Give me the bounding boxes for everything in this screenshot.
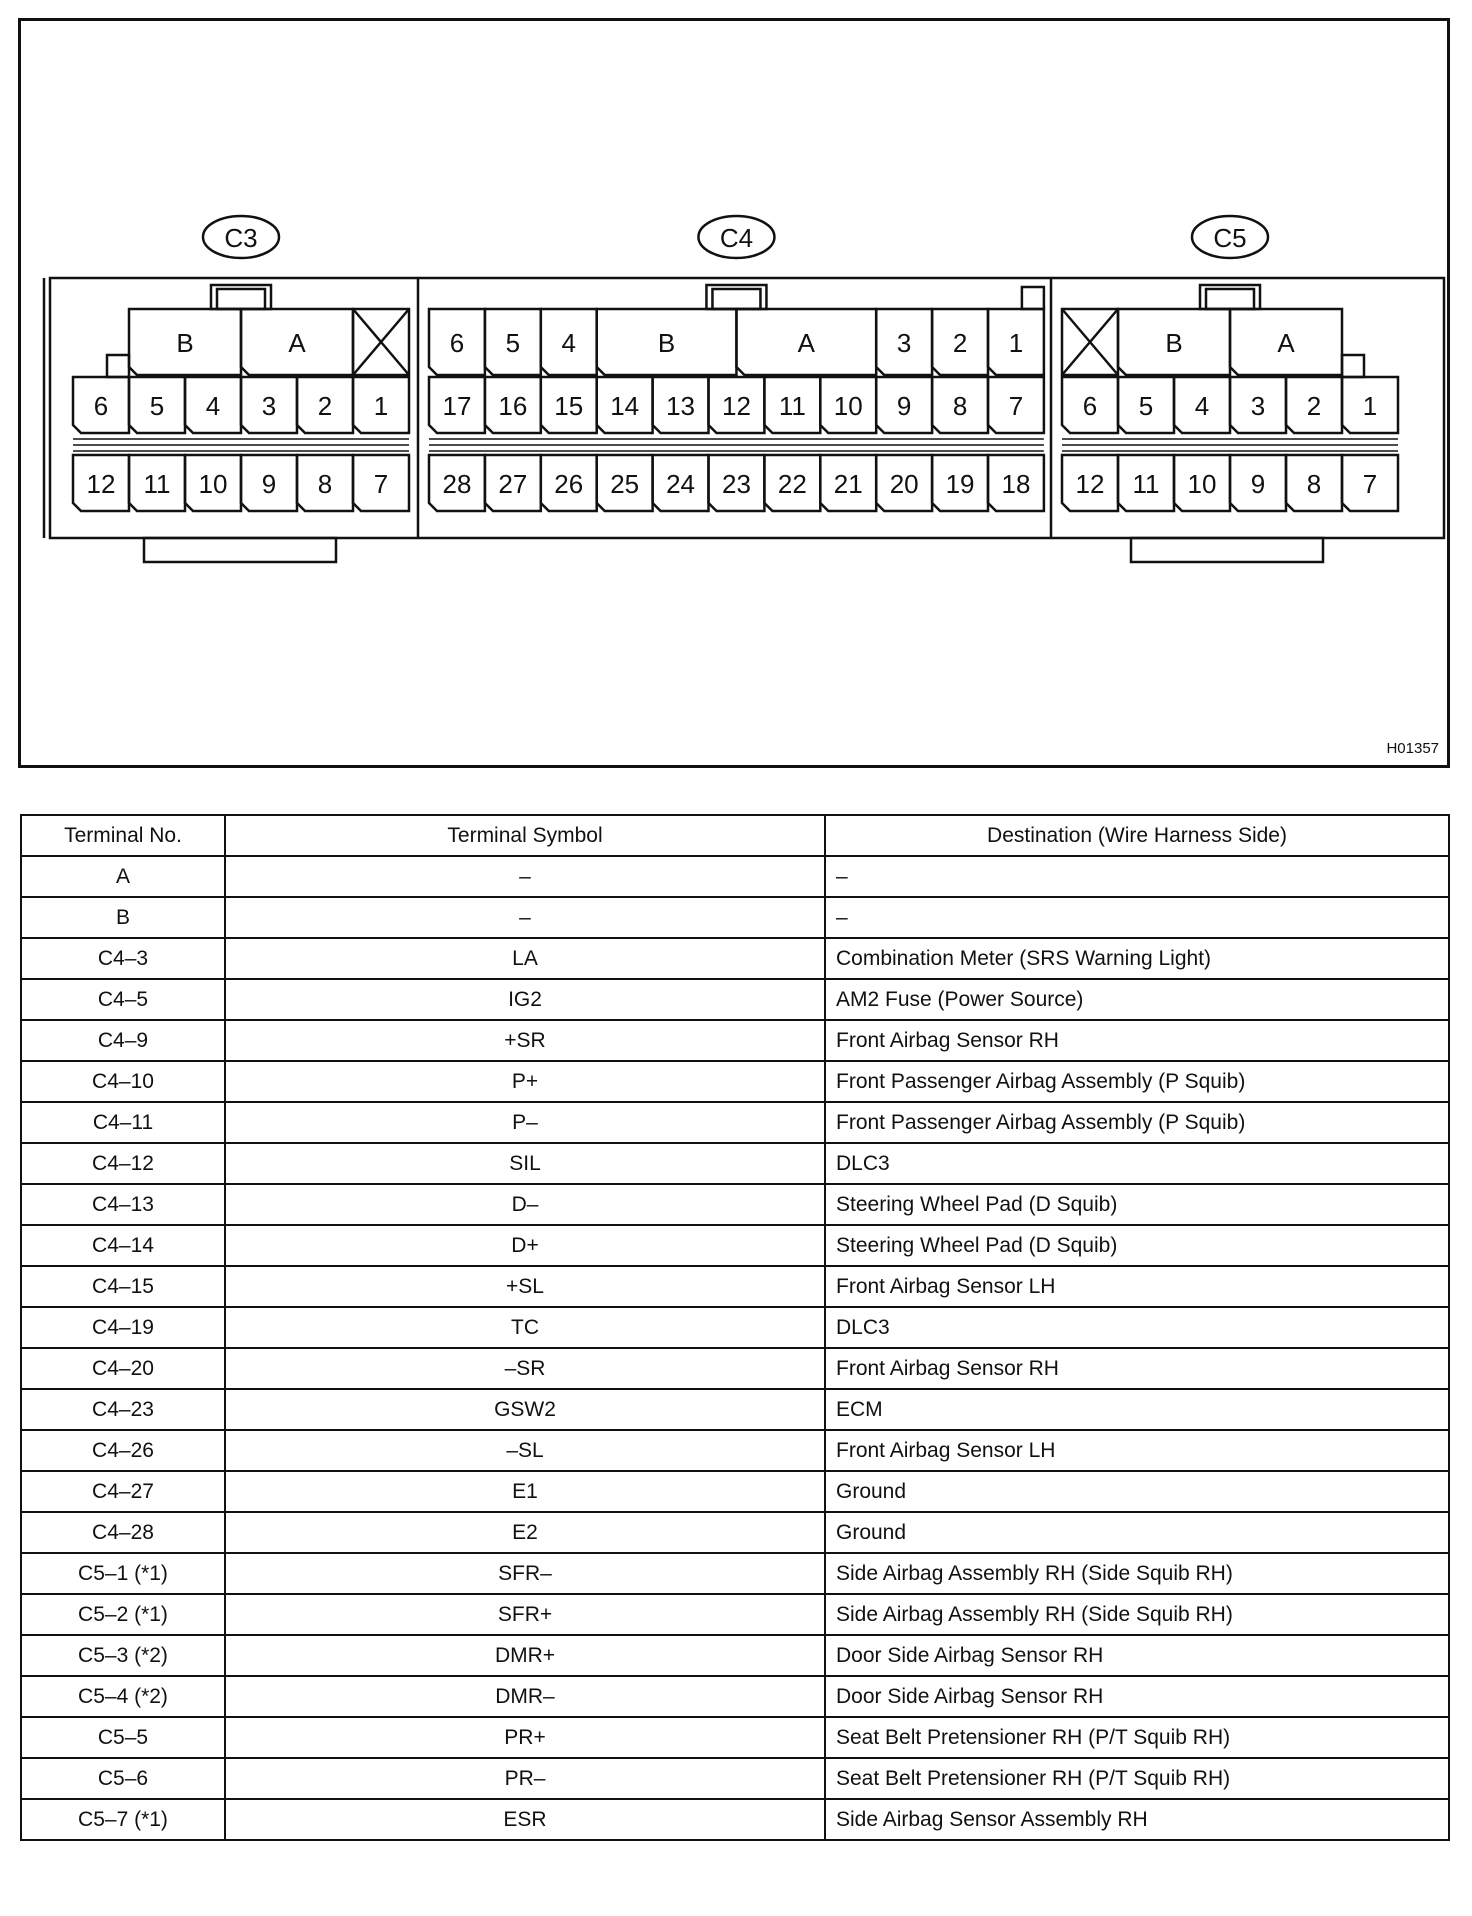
pin-c4-12: 12 <box>721 391 751 421</box>
cell-destination: Steering Wheel Pad (D Squib) <box>825 1225 1449 1266</box>
cell-terminal-no: C4–20 <box>21 1348 225 1389</box>
cell-terminal-no: C5–2 (*1) <box>21 1594 225 1635</box>
top-cell-c4-3: 3 <box>896 328 912 358</box>
pin-c4-26: 26 <box>554 469 584 499</box>
cell-destination: Front Airbag Sensor RH <box>825 1020 1449 1061</box>
pin-c4-11: 11 <box>778 391 806 421</box>
figure-id: H01357 <box>1386 740 1439 757</box>
cell-terminal-symbol: –SR <box>225 1348 825 1389</box>
table-row <box>21 1553 1449 1594</box>
pin-c5-9: 9 <box>1250 469 1266 499</box>
top-cell-c4-b: B <box>657 328 676 358</box>
cell-terminal-symbol: +SR <box>225 1020 825 1061</box>
table-row <box>21 979 1449 1020</box>
cell-terminal-no: C4–28 <box>21 1512 225 1553</box>
pin-c4-23: 23 <box>721 469 751 499</box>
cell-terminal-no: C4–3 <box>21 938 225 979</box>
cell-destination: – <box>825 856 1449 897</box>
top-cell-c3-b: B <box>176 328 194 358</box>
cell-terminal-no: C5–1 (*1) <box>21 1553 225 1594</box>
pin-c3-1: 1 <box>373 391 389 421</box>
cell-terminal-symbol: GSW2 <box>225 1389 825 1430</box>
top-cell-c4-6: 6 <box>449 328 465 358</box>
cell-terminal-symbol: IG2 <box>225 979 825 1020</box>
pin-c5-12: 12 <box>1075 469 1105 499</box>
table-row <box>21 1512 1449 1553</box>
cell-terminal-symbol: DMR– <box>225 1676 825 1717</box>
top-cell-c4-5: 5 <box>505 328 521 358</box>
cell-destination: AM2 Fuse (Power Source) <box>825 979 1449 1020</box>
cell-destination: Ground <box>825 1471 1449 1512</box>
connector-label-c4: C4 <box>719 223 754 253</box>
top-cell-c5-b: B <box>1165 328 1183 358</box>
table-row <box>21 1266 1449 1307</box>
cell-destination: Steering Wheel Pad (D Squib) <box>825 1184 1449 1225</box>
cell-destination: ECM <box>825 1389 1449 1430</box>
connector-key-step <box>107 355 129 377</box>
pin-c4-13: 13 <box>666 391 696 421</box>
top-cell-c5-a: A <box>1277 328 1295 358</box>
pin-c5-4: 4 <box>1194 391 1210 421</box>
connector-latch-inner <box>1206 289 1254 309</box>
cell-destination: Front Airbag Sensor LH <box>825 1266 1449 1307</box>
cell-terminal-no: C4–23 <box>21 1389 225 1430</box>
pin-c4-25: 25 <box>610 469 640 499</box>
cell-destination: Side Airbag Sensor Assembly RH <box>825 1799 1449 1840</box>
pin-c3-5: 5 <box>149 391 165 421</box>
cell-destination: Front Passenger Airbag Assembly (P Squib) <box>825 1102 1449 1143</box>
cell-terminal-symbol: SFR+ <box>225 1594 825 1635</box>
pin-c4-27: 27 <box>498 469 528 499</box>
pin-c4-22: 22 <box>777 469 807 499</box>
table-row <box>21 938 1449 979</box>
pin-c3-2: 2 <box>317 391 333 421</box>
pin-c4-10: 10 <box>833 391 863 421</box>
pin-c3-7: 7 <box>373 469 389 499</box>
cell-terminal-symbol: PR+ <box>225 1717 825 1758</box>
table-row <box>21 1348 1449 1389</box>
pin-c5-8: 8 <box>1306 469 1322 499</box>
cell-terminal-symbol: LA <box>225 938 825 979</box>
pin-c4-9: 9 <box>896 391 912 421</box>
pin-c4-7: 7 <box>1008 391 1024 421</box>
cell-terminal-no: B <box>21 897 225 938</box>
pin-c3-3: 3 <box>261 391 277 421</box>
terminal-table <box>20 814 1450 1841</box>
cell-terminal-no: C4–11 <box>21 1102 225 1143</box>
connector-diagram-frame <box>18 18 1450 768</box>
cell-destination: DLC3 <box>825 1143 1449 1184</box>
pin-c3-10: 10 <box>198 469 228 499</box>
pin-c4-20: 20 <box>889 469 919 499</box>
cell-destination: Seat Belt Pretensioner RH (P/T Squib RH) <box>825 1758 1449 1799</box>
pin-c4-18: 18 <box>1001 469 1031 499</box>
pin-c4-28: 28 <box>442 469 472 499</box>
cell-destination: – <box>825 897 1449 938</box>
cell-terminal-no: C4–9 <box>21 1020 225 1061</box>
cell-terminal-symbol: P+ <box>225 1061 825 1102</box>
cell-terminal-symbol: ESR <box>225 1799 825 1840</box>
top-cell-c3-a: A <box>288 328 306 358</box>
table-row <box>21 1676 1449 1717</box>
top-cell-c4-2: 2 <box>952 328 968 358</box>
cell-destination: DLC3 <box>825 1307 1449 1348</box>
cell-terminal-no: C4–19 <box>21 1307 225 1348</box>
table-row <box>21 856 1449 897</box>
table-row <box>21 1471 1449 1512</box>
cell-terminal-symbol: – <box>225 856 825 897</box>
pin-c4-15: 15 <box>554 391 584 421</box>
cell-terminal-symbol: – <box>225 897 825 938</box>
cell-destination: Side Airbag Assembly RH (Side Squib RH) <box>825 1594 1449 1635</box>
pin-c3-9: 9 <box>261 469 277 499</box>
pin-c3-11: 11 <box>143 469 171 499</box>
pin-c4-24: 24 <box>666 469 696 499</box>
header-destination: Destination (Wire Harness Side) <box>825 815 1449 856</box>
connector-latch-inner <box>712 289 760 309</box>
cell-terminal-symbol: P– <box>225 1102 825 1143</box>
pin-c4-19: 19 <box>945 469 975 499</box>
cell-destination: Front Airbag Sensor LH <box>825 1430 1449 1471</box>
cell-terminal-no: C4–10 <box>21 1061 225 1102</box>
cell-destination: Door Side Airbag Sensor RH <box>825 1676 1449 1717</box>
table-row <box>21 1389 1449 1430</box>
top-cell-c4-a: A <box>797 328 815 358</box>
table-row <box>21 1102 1449 1143</box>
top-cell-c4-4: 4 <box>561 328 576 358</box>
connector-bottom-tab <box>1131 538 1323 562</box>
connector-diagram <box>21 21 1447 765</box>
cell-terminal-no: A <box>21 856 225 897</box>
pin-c3-4: 4 <box>205 391 221 421</box>
top-cell-c4-1: 1 <box>1008 328 1024 358</box>
connector-key-step <box>1342 355 1364 377</box>
cell-terminal-symbol: +SL <box>225 1266 825 1307</box>
cell-terminal-symbol: D– <box>225 1184 825 1225</box>
cell-terminal-no: C5–3 (*2) <box>21 1635 225 1676</box>
cell-destination: Front Passenger Airbag Assembly (P Squib) <box>825 1061 1449 1102</box>
cell-terminal-symbol: E1 <box>225 1471 825 1512</box>
header-terminal-symbol: Terminal Symbol <box>225 815 825 856</box>
cell-terminal-no: C5–7 (*1) <box>21 1799 225 1840</box>
cell-terminal-no: C4–26 <box>21 1430 225 1471</box>
cell-terminal-no: C4–13 <box>21 1184 225 1225</box>
pin-c5-11: 11 <box>1132 469 1160 499</box>
connector-label-c5: C5 <box>1213 223 1247 253</box>
table-row <box>21 1061 1449 1102</box>
cell-terminal-no: C4–12 <box>21 1143 225 1184</box>
pin-c5-6: 6 <box>1082 391 1098 421</box>
pin-c5-3: 3 <box>1250 391 1266 421</box>
cell-terminal-symbol: DMR+ <box>225 1635 825 1676</box>
pin-c4-14: 14 <box>610 391 640 421</box>
pin-c5-10: 10 <box>1187 469 1217 499</box>
table-row <box>21 1799 1449 1840</box>
header-terminal-no: Terminal No. <box>21 815 225 856</box>
table-row <box>21 1020 1449 1061</box>
cell-terminal-symbol: TC <box>225 1307 825 1348</box>
cell-terminal-no: C5–5 <box>21 1717 225 1758</box>
pin-c3-8: 8 <box>317 469 333 499</box>
cell-destination: Seat Belt Pretensioner RH (P/T Squib RH) <box>825 1717 1449 1758</box>
pin-c4-17: 17 <box>442 391 472 421</box>
cell-destination: Door Side Airbag Sensor RH <box>825 1635 1449 1676</box>
table-row <box>21 1143 1449 1184</box>
table-row <box>21 897 1449 938</box>
pin-c4-21: 21 <box>833 469 863 499</box>
pin-c3-6: 6 <box>93 391 109 421</box>
cell-terminal-no: C5–4 (*2) <box>21 1676 225 1717</box>
cell-terminal-symbol: SIL <box>225 1143 825 1184</box>
cell-terminal-symbol: E2 <box>225 1512 825 1553</box>
table-row <box>21 1430 1449 1471</box>
cell-terminal-symbol: SFR– <box>225 1553 825 1594</box>
table-row <box>21 1594 1449 1635</box>
pin-c4-16: 16 <box>498 391 528 421</box>
cell-terminal-no: C5–6 <box>21 1758 225 1799</box>
pin-c4-8: 8 <box>952 391 968 421</box>
table-row <box>21 1758 1449 1799</box>
table-body <box>21 856 1449 1840</box>
cell-terminal-symbol: PR– <box>225 1758 825 1799</box>
table-row <box>21 1225 1449 1266</box>
pin-c3-12: 12 <box>86 469 116 499</box>
pin-c5-7: 7 <box>1362 469 1378 499</box>
pin-c5-1: 1 <box>1362 391 1378 421</box>
table-row <box>21 1635 1449 1676</box>
cell-terminal-symbol: D+ <box>225 1225 825 1266</box>
pin-c5-5: 5 <box>1138 391 1154 421</box>
table-header-row <box>21 815 1449 856</box>
cell-destination: Side Airbag Assembly RH (Side Squib RH) <box>825 1553 1449 1594</box>
cell-destination: Front Airbag Sensor RH <box>825 1348 1449 1389</box>
connector-key-tab <box>1022 287 1044 309</box>
cell-terminal-no: C4–14 <box>21 1225 225 1266</box>
cell-terminal-no: C4–15 <box>21 1266 225 1307</box>
connector-label-c3: C3 <box>224 223 258 253</box>
cell-destination: Ground <box>825 1512 1449 1553</box>
cell-terminal-no: C4–27 <box>21 1471 225 1512</box>
cell-terminal-no: C4–5 <box>21 979 225 1020</box>
connector-bottom-tab <box>144 538 336 562</box>
pin-c5-2: 2 <box>1306 391 1322 421</box>
cell-destination: Combination Meter (SRS Warning Light) <box>825 938 1449 979</box>
table-row <box>21 1184 1449 1225</box>
table-row <box>21 1717 1449 1758</box>
table-row <box>21 1307 1449 1348</box>
connector-latch-inner <box>217 289 265 309</box>
cell-terminal-symbol: –SL <box>225 1430 825 1471</box>
